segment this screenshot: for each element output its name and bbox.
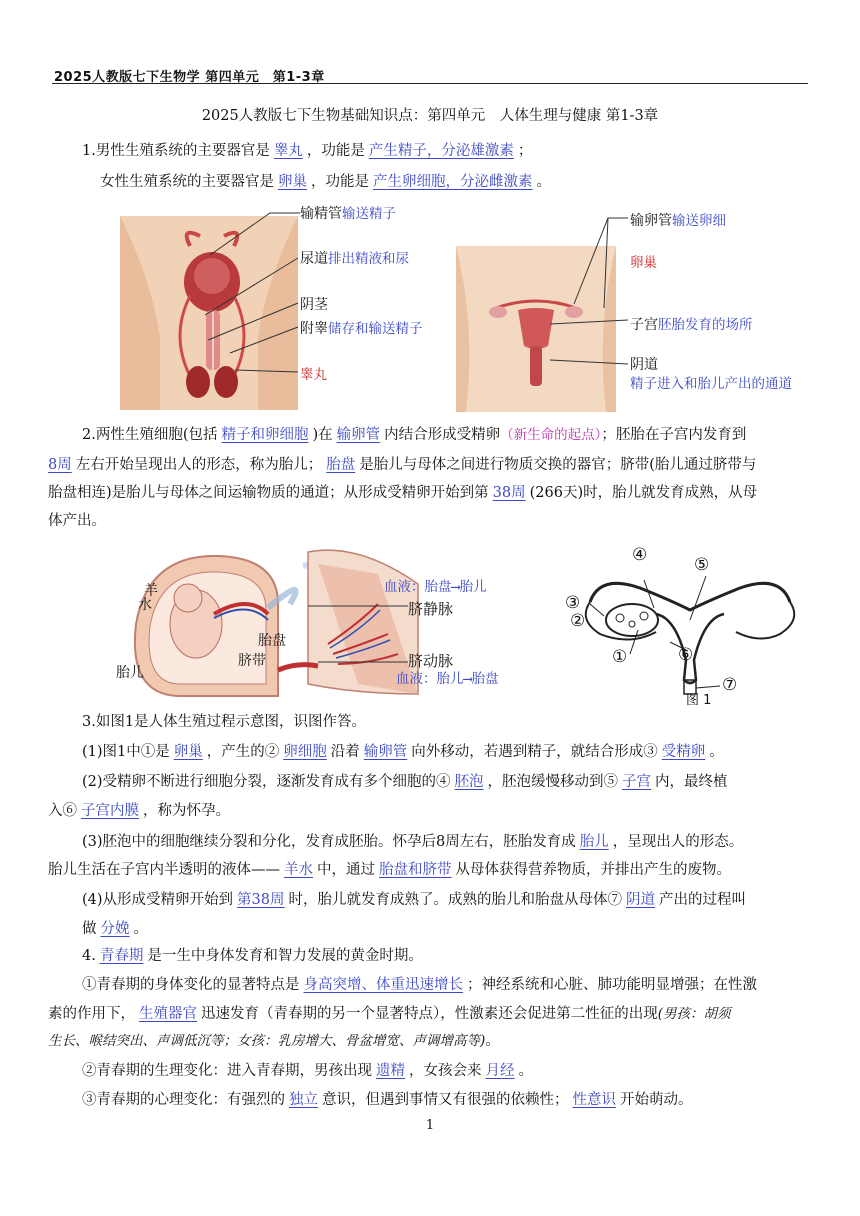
answer-blank: 独立 [289, 1092, 318, 1108]
q2-line-3: 胎盘相连)是胎儿与母体之间运输物质的通道；从形成受精卵开始到第 38周 (266天)时，胎儿就发育成熟，从母 [48, 485, 758, 501]
document-title: 2025人教版七下生物基础知识点：第四单元 人体生理与健康 第1-3章 [201, 108, 659, 124]
female-leader-lines [520, 212, 630, 372]
page-header: 2025人教版七下生物学 第四单元 第1-3章 [54, 70, 325, 85]
q2-line-4: 体产出。 [48, 513, 106, 529]
q3-part-2-cont: 入⑥ 子宫内膜 ，称为怀孕。 [48, 803, 230, 819]
fig1-caption: 图 1 [686, 693, 712, 708]
answer-blank: 羊水 [284, 862, 313, 878]
q3-part-3-cont: 胎儿生活在子宫内半透明的液体—— 羊水 中，通过 胎盘和脐带 从母体获得营养物质，并排出产生的废物。 [48, 862, 731, 878]
q3-part-4-cont: 做 分娩 。 [82, 921, 148, 937]
label-umbilical-vein: 脐静脉 [408, 600, 454, 618]
female-label-vagina: 阴道 [630, 357, 658, 373]
answer-blank: 青春期 [99, 948, 144, 964]
fetus-label-cord: 脐带 [238, 653, 266, 669]
q3-part-4: (4)从形成受精卵开始到 第38周 时，胎儿就发育成熟了。成熟的胎儿和胎盘从母体⑦ 阴道 产出的过程叫 [82, 892, 746, 908]
answer-blank: 性意识 [572, 1092, 616, 1108]
q4-part-1: ①青春期的身体变化的显著特点是 身高突增、体重迅速增长 ；神经系统和心脏、肺功能明显增强；在性激 [82, 977, 757, 993]
answer-blank: 胎盘和脐带 [379, 862, 452, 878]
answer-blank: 卵巢 [173, 744, 203, 760]
q1-male-line: 1.男性生殖系统的主要器官是 睾丸 ，功能是 产生精子，分泌雄激素 ； [82, 143, 533, 159]
q4-part-2: ②青春期的生理变化：进入青春期，男孩出现 遗精 ，女孩会来 月经 。 [82, 1063, 533, 1079]
male-label-urethra: 尿道排出精液和尿 [300, 251, 409, 267]
answer-blank: 月经 [485, 1063, 515, 1079]
q3-part-3: (3)胚泡中的细胞继续分裂和分化，发育成胚胎。怀孕后8周左右，胚胎发育成 胎儿 ，呈现出人的形态。 [82, 834, 744, 850]
answer-blank: 受精卵 [661, 744, 706, 760]
answer-blank: 8周 [48, 457, 72, 473]
male-leader-lines [190, 205, 305, 385]
answer-blank: 精子和卵细胞 [221, 427, 309, 443]
q3-intro: 3.如图1是人体生殖过程示意图，识图作答。 [82, 714, 367, 730]
answer-blank: 38周 [492, 485, 526, 501]
answer-blank: 身高突增、体重迅速增长 [303, 977, 463, 993]
answer-blank: 卵巢 [278, 174, 307, 190]
fetus-label-placenta: 胎盘 [258, 633, 286, 649]
answer-blank: 胚泡 [454, 774, 484, 790]
fig1-marker-4: ④ [632, 545, 648, 565]
fig1-marker-1: ① [612, 647, 628, 667]
fig1-marker-3: ③ [565, 593, 581, 613]
q4-intro: 4. 青春期 是一生中身体发育和智力发展的黄金时期。 [82, 948, 423, 964]
figure-1-uterus-diagram [560, 540, 810, 710]
answer-blank: 产生精子，分泌雄激素 [368, 143, 514, 159]
q3-part-1: (1)图1中①是 卵巢 ，产生的② 卵细胞 沿着 输卵管 向外移动，若遇到精子，就结合形成③ 受精卵 。 [82, 744, 724, 760]
answer-blank: 生殖器官 [139, 1006, 197, 1022]
fig1-marker-6: ⑥ [678, 645, 694, 665]
male-label-testis: 睾丸 [300, 367, 327, 383]
answer-blank: 输卵管 [363, 744, 408, 760]
male-label-epididymis: 附睾储存和输送精子 [300, 321, 423, 337]
answer-blank: 子宫内膜 [81, 803, 139, 819]
fig1-marker-2: ② [570, 611, 586, 631]
q4-part-3: ③青春期的心理变化：有强烈的 独立 意识，但遇到事情又有很强的依赖性； 性意识 开始萌动。 [82, 1092, 693, 1108]
q2-line-2: 8周 左右开始呈现出人的形态，称为胎儿； 胎盘 是胎儿与母体之间进行物质交换的器官；脐带(胎儿通过脐带与 [48, 457, 757, 473]
answer-blank: 阴道 [626, 892, 655, 908]
q2-line-1: 2.两性生殖细胞(包括 精子和卵细胞 )在 输卵管 内结合形成受精卵（新生命的起点）；胚胎在子宫内发育到 [82, 427, 747, 443]
q4-part-1-cont: 素的作用下， 生殖器官 迅速发育（青春期的另一个显著特点），性激素还会促进第二性征的出现(男孩：胡须 [48, 1006, 731, 1022]
answer-blank: 遗精 [376, 1063, 405, 1079]
blood-flow-1: 血液：胎盘⟶胎儿 [384, 579, 487, 595]
answer-blank: 胎盘 [326, 457, 356, 473]
answer-blank: 产生卵细胞，分泌雌激素 [373, 174, 533, 190]
fetus-label-shui: 水 [138, 597, 152, 613]
q4-part-1-note: 生长、喉结突出、声调低沉等；女孩：乳房增大、骨盆增宽、声调增高等)。 [48, 1033, 500, 1049]
answer-blank: 分娩 [100, 921, 130, 937]
female-label-vagina-note: 精子进入和胎儿产出的通道 [630, 376, 792, 392]
female-label-oviduct: 输卵管输送卵细 [630, 213, 726, 229]
q1-female-line: 女性生殖系统的主要器官是 卵巢 ，功能是 产生卵细胞，分泌雌激素 。 [100, 174, 551, 190]
blood-flow-2: 血液：胎儿⟶胎盘 [396, 671, 499, 687]
answer-blank: 输卵管 [336, 427, 381, 443]
answer-blank: 睾丸 [273, 143, 303, 159]
female-label-ovary: 卵巢 [630, 255, 657, 271]
answer-blank: 子宫 [622, 774, 652, 790]
q3-part-2: (2)受精卵不断进行细胞分裂，逐渐发育成有多个细胞的④ 胚泡 ，胚泡缓慢移动到⑤ 子宫 内，最终植 [82, 774, 728, 790]
female-label-uterus: 子宫胚胎发育的场所 [630, 317, 753, 333]
fig1-marker-7: ⑦ [722, 675, 738, 695]
answer-blank: 卵细胞 [283, 744, 327, 760]
page-number: 1 [425, 1118, 435, 1133]
answer-blank: 第38周 [237, 892, 285, 908]
male-label-vas-deferens: 输精管输送精子 [300, 206, 396, 222]
fetus-label-fetus: 胎儿 [116, 665, 144, 681]
label-umbilical-artery: 脐动脉 [408, 652, 454, 670]
fig1-marker-5: ⑤ [694, 555, 710, 575]
answer-blank: 胎儿 [579, 834, 609, 850]
header-divider [52, 83, 808, 84]
male-label-penis: 阴茎 [300, 297, 328, 313]
fetus-label-yang: 羊 [144, 583, 158, 599]
